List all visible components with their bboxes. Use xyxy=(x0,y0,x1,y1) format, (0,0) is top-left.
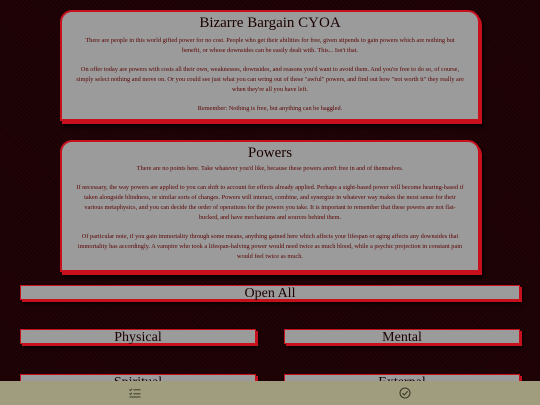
intro-panel xyxy=(60,10,480,121)
check-circle-icon xyxy=(399,387,411,399)
review-button[interactable] xyxy=(270,381,540,405)
powers-title: Powers xyxy=(247,145,293,161)
powers-panel xyxy=(60,140,480,272)
intro-paragraph-1: There are people in this world gifted power for no cost. People who get their abilities for free, given stipends to gain powers which are nothing but benefit, or whose downsides can be easily dealt with. This... Isn't that. xyxy=(85,37,455,55)
intro-title: Bizarre Bargain CYOA xyxy=(199,15,341,31)
powers-paragraph-2: If necessary, the way powers are applied to you can shift to account for effects already applied. Perhaps a sight-based power will become hearing-based if taken alongside blindness, or similar sorts of changes. Powers will interact, combine, and synergize in whatever way makes the most sense for their various metaphysics, and you can decide the order of operations for the powers you take. It is important to remember that these powers are not flat-bucked, and have mechanisms and sources behind them. xyxy=(76,183,464,222)
category-physical-button[interactable]: Physical xyxy=(20,329,256,344)
category-mental-button[interactable]: Mental xyxy=(284,329,520,344)
bottom-toolbar xyxy=(0,381,540,405)
open-all-button[interactable]: Open All xyxy=(20,285,520,300)
checklist-icon xyxy=(129,388,141,398)
powers-paragraph-1: There are no points here. Take whatever you'd like, because these powers aren't free in and of themselves. xyxy=(136,165,404,172)
intro-paragraph-2: On offer today are powers with costs all their own, weaknesses, downsides, and reasons you'd want to avoid them. And you're free to do so, of course, simply select nothing and move on. Or you could see just what you can wring out of these "awful" powers, and find out how "not worth it" they really are when they're all you have left. xyxy=(76,65,464,94)
checklist-button[interactable] xyxy=(0,381,270,405)
powers-paragraph-3: Of particular note, if you gain immortality through some means, anything gained here which affects your lifespan or aging affects any downsides that immortality has accordingly. A vampire who took a lifespan-halving power would need twice as much blood, while a psychic projection in constant pain would feel twice as much. xyxy=(77,233,463,261)
intro-paragraph-3: Remember: Nothing is free, but anything can be haggled. xyxy=(197,105,343,113)
